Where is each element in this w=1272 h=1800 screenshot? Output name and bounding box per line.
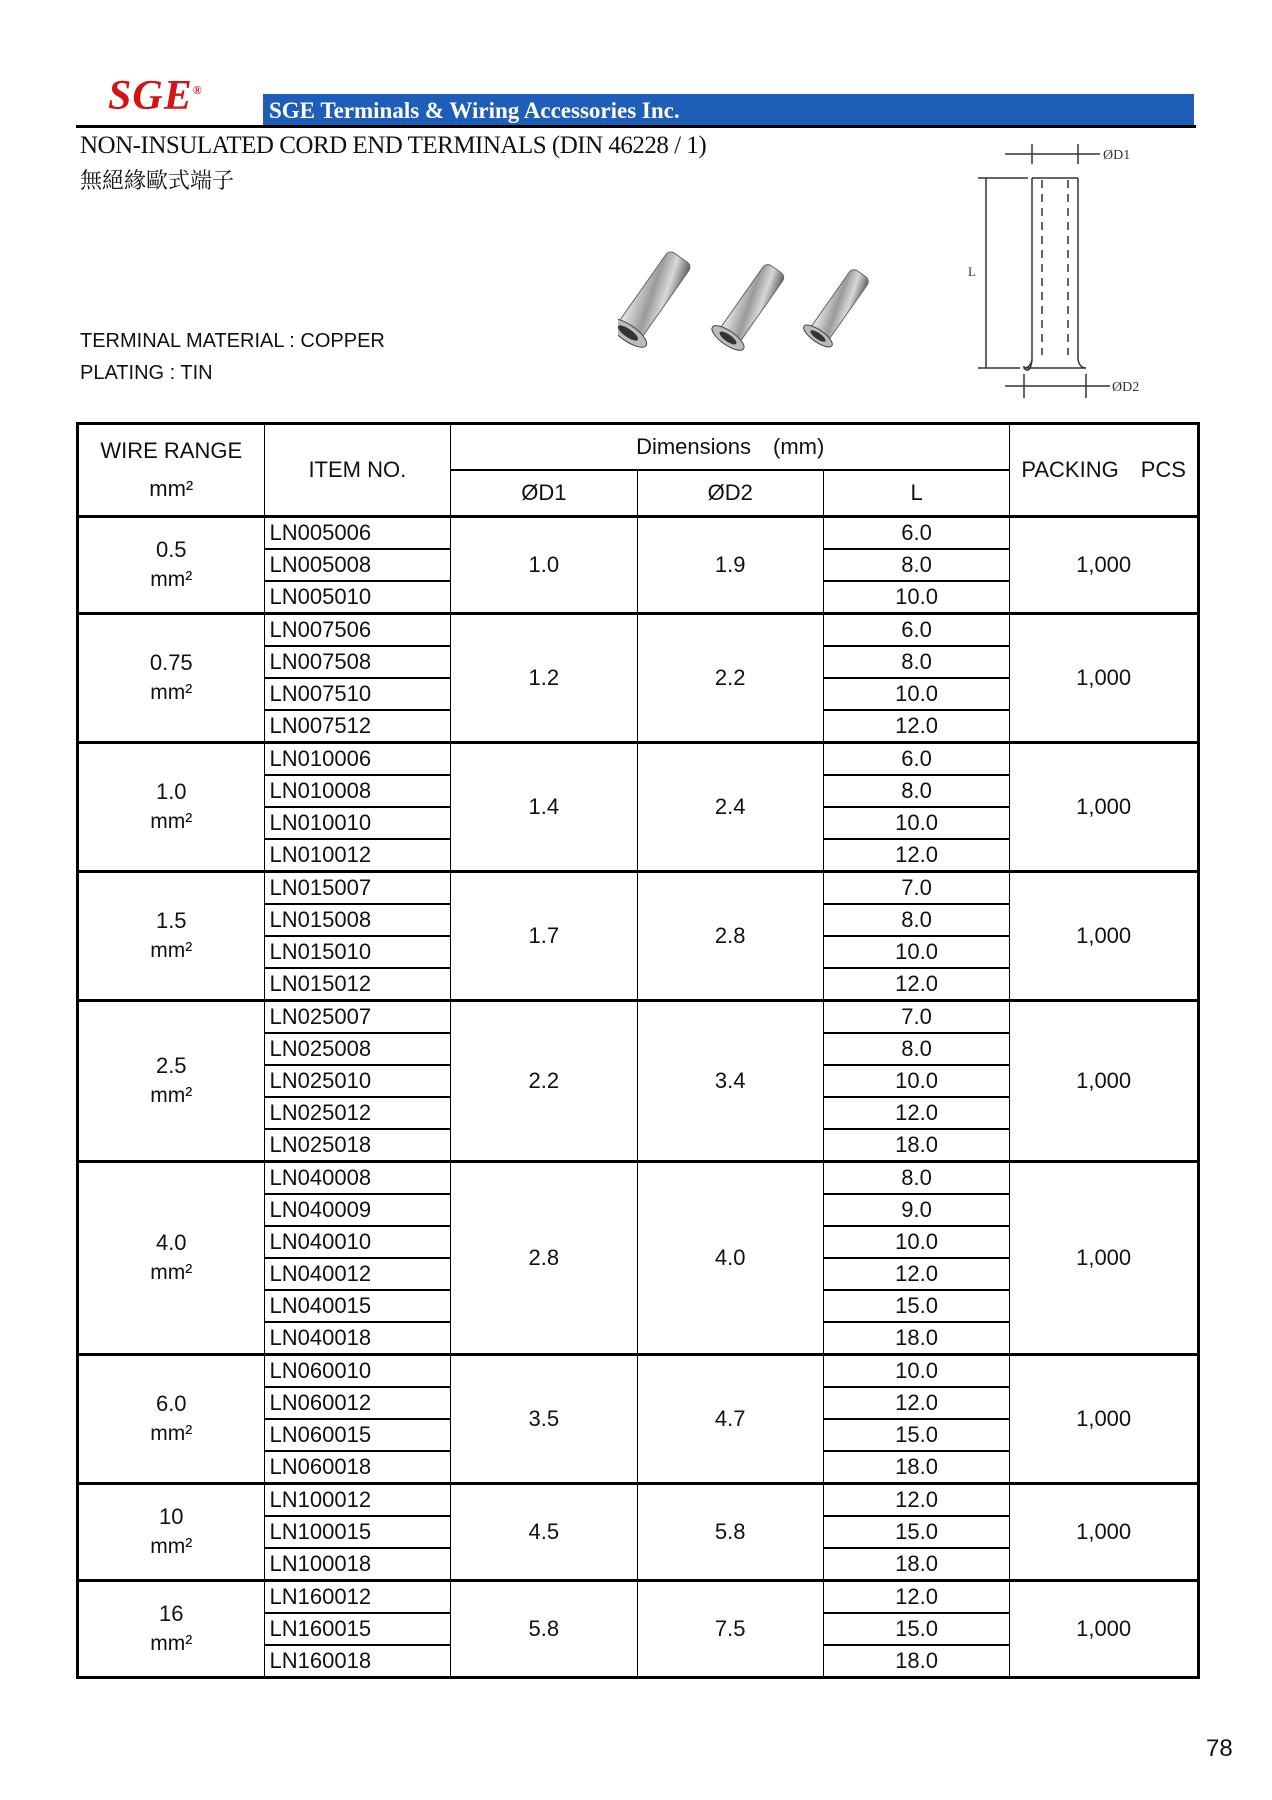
wire-range-cell: [78, 1001, 265, 1162]
d2-label: ØD2: [1112, 380, 1140, 395]
header-item-no: ITEM NO.: [264, 424, 451, 517]
item-no-cell: LN025008: [264, 1033, 451, 1065]
table-row: [78, 1484, 1199, 1517]
item-no-cell: LN010006: [264, 743, 451, 776]
l-cell: 8.0: [823, 904, 1009, 936]
logo-text: SGE: [108, 73, 193, 119]
l-cell: 12.0: [823, 1258, 1009, 1290]
l-cell: 10.0: [823, 1065, 1009, 1097]
d1-cell: 1.0: [451, 517, 637, 614]
wire-range-cell: [78, 1484, 265, 1581]
page-number: 78: [1206, 1735, 1233, 1762]
l-cell: 18.0: [823, 1645, 1009, 1678]
l-cell: 7.0: [823, 1001, 1009, 1034]
page-title: NON-INSULATED CORD END TERMINALS (DIN 46228 / 1): [80, 132, 707, 159]
l-cell: 8.0: [823, 549, 1009, 581]
table-row: [78, 1581, 1199, 1614]
l-cell: 12.0: [823, 1581, 1009, 1614]
l-cell: 10.0: [823, 807, 1009, 839]
item-no-cell: LN060012: [264, 1387, 451, 1419]
d2-cell: 2.8: [637, 872, 823, 1001]
packing-cell: 1,000: [1010, 1001, 1199, 1162]
l-cell: 10.0: [823, 678, 1009, 710]
wire-range-value: 16: [159, 1601, 184, 1626]
header-d1: ØD1: [451, 470, 637, 517]
plating-spec: PLATING : TIN: [80, 362, 213, 384]
l-cell: 10.0: [823, 1355, 1009, 1388]
l-cell: 18.0: [823, 1322, 1009, 1355]
d1-cell: 5.8: [451, 1581, 637, 1678]
d1-cell: 4.5: [451, 1484, 637, 1581]
wire-range-unit: mm²: [150, 1535, 193, 1558]
table-row: [78, 743, 1199, 776]
wire-range-unit: mm²: [150, 568, 193, 591]
d2-cell: 3.4: [637, 1001, 823, 1162]
item-no-cell: LN040018: [264, 1322, 451, 1355]
l-cell: 12.0: [823, 968, 1009, 1001]
wire-range-value: 1.5: [155, 908, 187, 933]
registered-mark: ®: [192, 83, 203, 97]
item-no-cell: LN060010: [264, 1355, 451, 1388]
wire-range-cell: [78, 1162, 265, 1355]
header-wire-range: [78, 424, 265, 517]
l-cell: 8.0: [823, 1162, 1009, 1195]
l-cell: 15.0: [823, 1419, 1009, 1451]
l-cell: 9.0: [823, 1194, 1009, 1226]
item-no-cell: LN100018: [264, 1548, 451, 1581]
d1-cell: 3.5: [451, 1355, 637, 1484]
wire-range-value: 0.75: [149, 650, 193, 675]
item-no-cell: LN025018: [264, 1129, 451, 1162]
wire-range-unit: mm²: [150, 939, 193, 962]
wire-range-cell: [78, 743, 265, 872]
wire-range-cell: [78, 614, 265, 743]
item-no-cell: LN007510: [264, 678, 451, 710]
d1-cell: 1.4: [451, 743, 637, 872]
company-banner: [263, 94, 1194, 128]
item-no-cell: LN010010: [264, 807, 451, 839]
d2-cell: 2.2: [637, 614, 823, 743]
l-cell: 18.0: [823, 1548, 1009, 1581]
header-wire-unit: mm²: [149, 476, 194, 501]
l-cell: 15.0: [823, 1290, 1009, 1322]
material-spec: TERMINAL MATERIAL : COPPER: [80, 330, 385, 352]
item-no-cell: LN007512: [264, 710, 451, 743]
wire-range-cell: [78, 872, 265, 1001]
header-dimensions: Dimensions (mm): [451, 424, 1010, 471]
l-cell: 6.0: [823, 517, 1009, 550]
d2-cell: 7.5: [637, 1581, 823, 1678]
l-cell: 15.0: [823, 1613, 1009, 1645]
company-name: SGE Terminals & Wiring Accessories Inc.: [269, 98, 680, 123]
item-no-cell: LN007508: [264, 646, 451, 678]
wire-range-cell: [78, 517, 265, 614]
wire-range-value: 4.0: [155, 1230, 187, 1255]
l-label: L: [968, 264, 976, 279]
wire-range-unit: mm²: [150, 1632, 193, 1655]
l-cell: 12.0: [823, 839, 1009, 872]
header-packing: PACKING PCS: [1010, 424, 1199, 517]
d2-cell: 1.9: [637, 517, 823, 614]
table-row: [78, 1001, 1199, 1034]
header-d2: ØD2: [637, 470, 823, 517]
item-no-cell: LN025007: [264, 1001, 451, 1034]
wire-range-value: 1.0: [155, 779, 187, 804]
d1-cell: 2.8: [451, 1162, 637, 1355]
l-cell: 12.0: [823, 1097, 1009, 1129]
table-row: [78, 1162, 1199, 1195]
item-no-cell: LN160012: [264, 1581, 451, 1614]
dimension-diagram: [960, 140, 1160, 410]
item-no-cell: LN025012: [264, 1097, 451, 1129]
packing-cell: 1,000: [1010, 743, 1199, 872]
l-cell: 15.0: [823, 1516, 1009, 1548]
ferrule-product-photo: [618, 238, 918, 358]
item-no-cell: LN015012: [264, 968, 451, 1001]
l-cell: 18.0: [823, 1129, 1009, 1162]
l-cell: 18.0: [823, 1451, 1009, 1484]
page-title-chinese: 無絕緣歐式端子: [80, 169, 235, 194]
d1-cell: 1.7: [451, 872, 637, 1001]
wire-range-unit: mm²: [150, 810, 193, 833]
item-no-cell: LN040012: [264, 1258, 451, 1290]
wire-range-value: 0.5: [155, 537, 187, 562]
item-no-cell: LN015010: [264, 936, 451, 968]
item-no-cell: LN100015: [264, 1516, 451, 1548]
table-body: [78, 517, 1199, 1678]
wire-range-unit: mm²: [150, 1422, 193, 1445]
d1-cell: 1.2: [451, 614, 637, 743]
d2-cell: 2.4: [637, 743, 823, 872]
item-no-cell: LN040008: [264, 1162, 451, 1195]
l-cell: 8.0: [823, 646, 1009, 678]
l-cell: 8.0: [823, 775, 1009, 807]
item-no-cell: LN040010: [264, 1226, 451, 1258]
header-l: L: [823, 470, 1009, 517]
item-no-cell: LN160018: [264, 1645, 451, 1678]
wire-range-value: 10: [159, 1504, 184, 1529]
item-no-cell: LN060018: [264, 1451, 451, 1484]
wire-range-unit: mm²: [150, 681, 193, 704]
item-no-cell: LN005008: [264, 549, 451, 581]
item-no-cell: LN005010: [264, 581, 451, 614]
l-cell: 7.0: [823, 872, 1009, 905]
l-cell: 8.0: [823, 1033, 1009, 1065]
table-row: [78, 517, 1199, 550]
wire-range-value: 6.0: [155, 1391, 187, 1416]
l-cell: 6.0: [823, 614, 1009, 647]
item-no-cell: LN040009: [264, 1194, 451, 1226]
wire-range-value: 2.5: [155, 1053, 187, 1078]
l-cell: 12.0: [823, 710, 1009, 743]
item-no-cell: LN060015: [264, 1419, 451, 1451]
d2-cell: 5.8: [637, 1484, 823, 1581]
packing-cell: 1,000: [1010, 517, 1199, 614]
terminal-spec-table: [76, 422, 1200, 1679]
item-no-cell: LN010012: [264, 839, 451, 872]
packing-cell: 1,000: [1010, 1484, 1199, 1581]
wire-range-cell: [78, 1355, 265, 1484]
packing-cell: 1,000: [1010, 1581, 1199, 1678]
l-cell: 10.0: [823, 936, 1009, 968]
d2-cell: 4.0: [637, 1162, 823, 1355]
brand-logo: [108, 72, 203, 120]
l-cell: 10.0: [823, 1226, 1009, 1258]
d1-cell: 2.2: [451, 1001, 637, 1162]
l-cell: 10.0: [823, 581, 1009, 614]
d1-label: ØD1: [1103, 148, 1131, 163]
d2-cell: 4.7: [637, 1355, 823, 1484]
item-no-cell: LN010008: [264, 775, 451, 807]
l-cell: 6.0: [823, 743, 1009, 776]
item-no-cell: LN007506: [264, 614, 451, 647]
header-wire-range-label: WIRE RANGE: [100, 438, 243, 463]
item-no-cell: LN015008: [264, 904, 451, 936]
item-no-cell: LN015007: [264, 872, 451, 905]
packing-cell: 1,000: [1010, 1355, 1199, 1484]
l-cell: 12.0: [823, 1484, 1009, 1517]
item-no-cell: LN100012: [264, 1484, 451, 1517]
header-divider: [76, 125, 1196, 128]
wire-range-cell: [78, 1581, 265, 1678]
item-no-cell: LN025010: [264, 1065, 451, 1097]
packing-cell: 1,000: [1010, 1162, 1199, 1355]
item-no-cell: LN160015: [264, 1613, 451, 1645]
table-row: [78, 614, 1199, 647]
item-no-cell: LN005006: [264, 517, 451, 550]
table-row: [78, 872, 1199, 905]
l-cell: 12.0: [823, 1387, 1009, 1419]
packing-cell: 1,000: [1010, 614, 1199, 743]
item-no-cell: LN040015: [264, 1290, 451, 1322]
wire-range-unit: mm²: [150, 1261, 193, 1284]
wire-range-unit: mm²: [150, 1084, 193, 1107]
table-row: [78, 1355, 1199, 1388]
packing-cell: 1,000: [1010, 872, 1199, 1001]
